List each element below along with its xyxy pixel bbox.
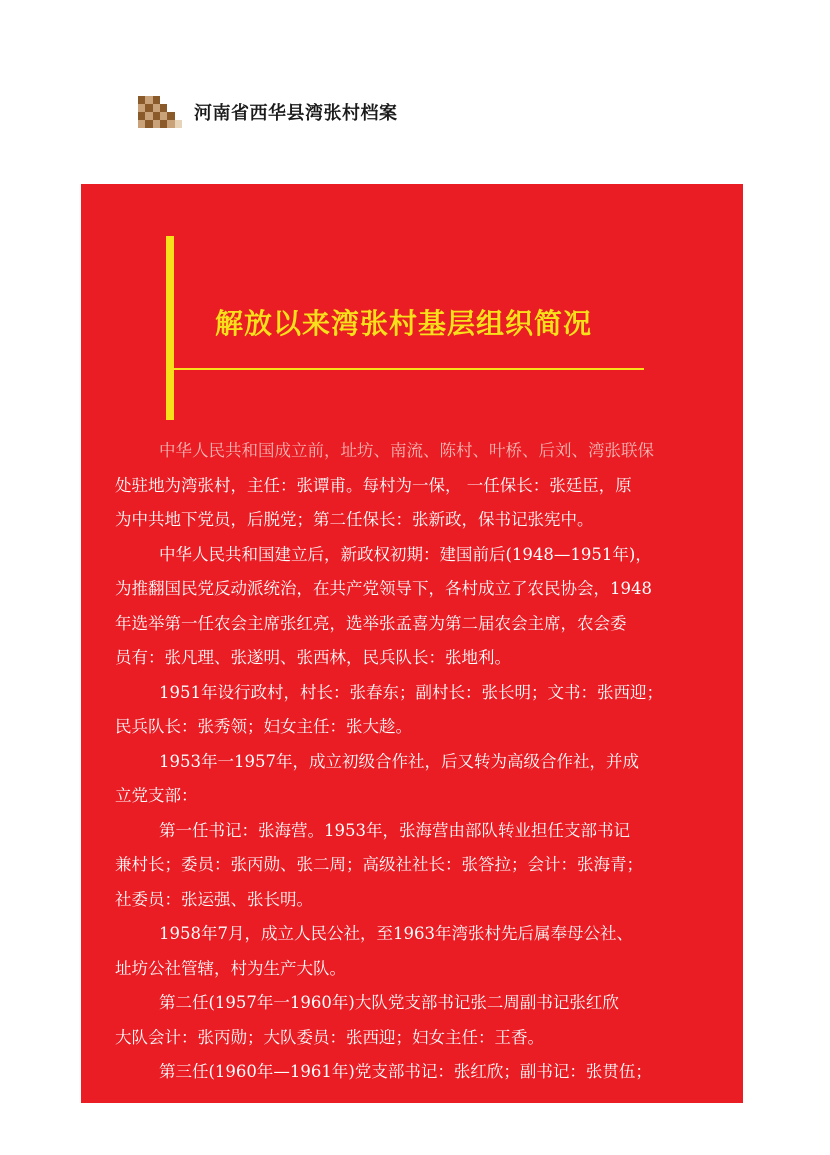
paragraph-line: 为中共地下党员，后脱党；第二任保长：张新政，保书记张宪中。 bbox=[115, 510, 594, 529]
paragraph-line: 第一任书记：张海营。1953年，张海营由部队转业担任支部书记 bbox=[159, 820, 630, 840]
paragraph-line: 年选举第一任农会主席张红亮，选举张孟喜为第二届农会主席，农会委 bbox=[115, 613, 627, 633]
paragraph-line: 第三任(1960年—1961年)党支部书记：张红欣；副书记：张贯伍； bbox=[159, 1062, 652, 1081]
paragraph-line: 员有：张凡理、张遂明、张西林，民兵队长：张地利。 bbox=[115, 648, 511, 667]
paragraph-line: 大队会计：张丙勋；大队委员：张西迎；妇女主任：王香。 bbox=[115, 1027, 544, 1047]
accent-vertical-bar bbox=[166, 236, 174, 420]
paragraph-line: 处驻地为湾张村，主任：张谭甫。每村为一保， 一任保长：张廷臣，原 bbox=[115, 475, 632, 495]
body-text bbox=[115, 434, 715, 1090]
content-panel bbox=[81, 184, 743, 1103]
accent-horizontal-rule bbox=[174, 368, 644, 370]
paragraph-line: 社委员：张运强、张长明。 bbox=[115, 889, 313, 909]
paragraph-line: 1953年一1957年，成立初级合作社，后又转为高级合作社，并成 bbox=[159, 751, 639, 771]
paragraph-line: 立党支部： bbox=[115, 786, 198, 805]
archive-logo-icon bbox=[138, 96, 182, 128]
paragraph-line: 1958年7月，成立人民公社，至1963年湾张村先后属奉母公社、 bbox=[159, 924, 633, 943]
paragraph-line: 中华人民共和国建立后，新政权初期：建国前后(1948—1951年)， bbox=[159, 544, 652, 564]
paragraph-line: 兼村长；委员：张丙勋、张二周；高级社社长：张答拉；会计：张海青； bbox=[115, 855, 643, 874]
paragraph-line: 1951年设行政村，村长：张春东；副村长：张长明；文书：张西迎； bbox=[159, 682, 663, 702]
paragraph-line: 民兵队长：张秀领；妇女主任：张大趁。 bbox=[115, 717, 412, 736]
archive-title: 河南省西华县湾张村档案 bbox=[194, 103, 398, 124]
paragraph-line: 第二任(1957年一1960年)大队党支部书记张二周副书记张红欣 bbox=[159, 993, 619, 1012]
page-header bbox=[138, 96, 398, 128]
paragraph-line: 为推翻国民党反动派统治，在共产党领导下，各村成立了农民协会，1948 bbox=[115, 579, 652, 598]
paragraph-line: 中华人民共和国成立前，址坊、南流、陈村、叶桥、后刘、湾张联保 bbox=[159, 441, 654, 460]
section-title: 解放以来湾张村基层组织简况 bbox=[215, 307, 593, 340]
paragraph-line: 址坊公社管辖，村为生产大队。 bbox=[115, 958, 346, 978]
